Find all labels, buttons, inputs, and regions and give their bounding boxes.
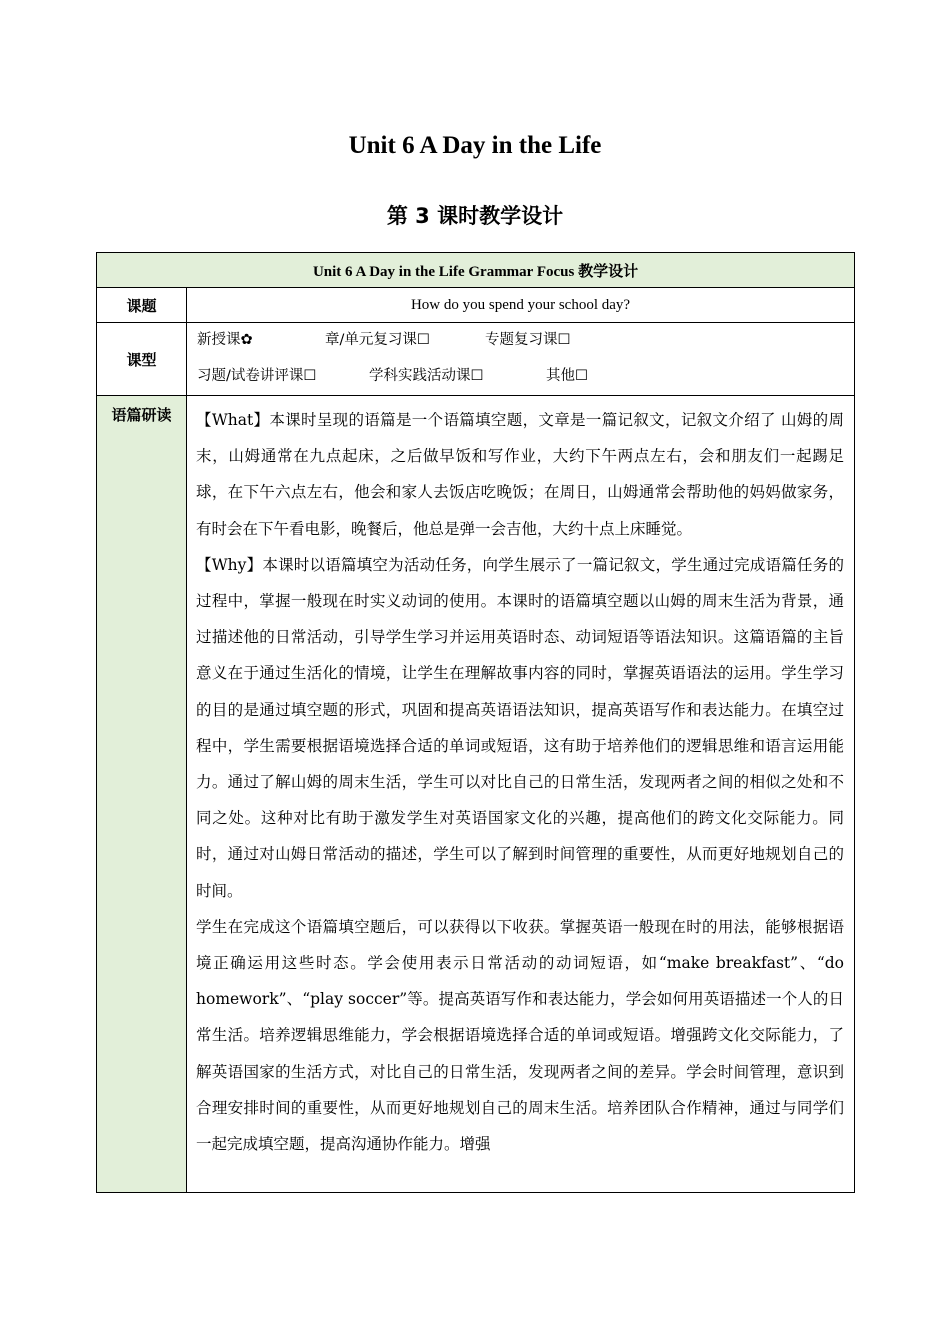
type-practice-activity-option[interactable]: 学科实践活动课☐ [369, 368, 484, 384]
topic-label: 课题 [97, 288, 187, 323]
analysis-label: 语篇研读 [97, 396, 187, 1193]
lesson-design-table [96, 252, 855, 1193]
type-new-lesson-option[interactable]: 新授课✿ [197, 332, 253, 348]
type-other-option[interactable]: 其他☐ [546, 368, 588, 384]
type-exercise-review-option[interactable]: 习题/试卷讲评课☐ [197, 368, 317, 384]
type-topic-review-option[interactable]: 专题复习课☐ [485, 332, 571, 348]
topic-row [97, 288, 855, 323]
topic-value: How do you spend your school day? [187, 288, 855, 323]
table-header: Unit 6 A Day in the Life Grammar Focus 教学设计 [97, 253, 855, 288]
table-header-row [97, 253, 855, 288]
document-title: Unit 6 A Day in the Life [348, 132, 602, 159]
type-row [97, 323, 855, 396]
analysis-row [97, 396, 855, 1193]
type-label: 课型 [97, 323, 187, 396]
document-subtitle: 第 3 课时教学设计 [386, 204, 564, 228]
analysis-content [187, 396, 855, 1193]
analysis-why-paragraph: 【Why】本课时以语篇填空为活动任务，向学生展示了一篇记叙文，学生通过完成语篇任务的过程中，掌握一般现在时实义动词的使用。本课时的语篇填空题以山姆的周末生活为背景，通过描述他的日常活动，引导学生学习并运用英语时态、动词短语等语法知识。这篇语篇的主旨意义在于通过生活化的情境，让学生在理解故事内容的同时，掌握英语语法的运用。学生学习的目的是通过填空题的形式，巩固和提高英语语法知识，提高英语写作和表达能力。在填空过程中，学生需要根据语境选择合适的单词或短语，这有助于培养他们的逻辑思维和语言运用能力。通过了解山姆的周末生活，学生可以对比自己的日常生活，发现两者之间的相似之处和不同之处。这种对比有助于激发学生对英语国家文化的兴趣，提高他们的跨文化交际能力。同时，通过对山姆日常活动的描述，学生可以了解到时间管理的重要性，从而更好地规划自己的时间。 [196, 555, 845, 900]
analysis-what-paragraph: 【What】本课时呈现的语篇是一个语篇填空题，文章是一篇记叙文，记叙文介绍了 山姆的周末，山姆通常在九点起床，之后做早饭和写作业，大约下午两点左右，会和朋友们一起踢足球，在下午六点左右，他会和家人去饭店吃晚饭；在周日，山姆通常会帮助他的妈妈做家务，有时会在下午看电影，晚餐后，他总是弹一会吉他，大约十点上床睡觉。 [196, 411, 845, 538]
type-options [187, 323, 855, 396]
analysis-outcome-paragraph: 学生在完成这个语篇填空题后，可以获得以下收获。掌握英语一般现在时的用法，能够根据语境正确运用这些时态。学会使用表示日常活动的动词短语，如“make breakfast”、“do homework”、“play soccer”等。提高英语写作和表达能力，学会如何用英语描述一个人的日常生活。培养逻辑思维能力，学会根据语境选择合适的单词或短语。增强跨文化交际能力，了解英语国家的生活方式，对比自己的日常生活，发现两者之间的差异。学会时间管理，意识到合理安排时间的重要性，从而更好地规划自己的周末生活。培养团队合作精神，通过与同学们一起完成填空题，提高沟通协作能力。增强 [196, 917, 845, 1154]
type-chapter-review-option[interactable]: 章/单元复习课☐ [325, 332, 430, 348]
